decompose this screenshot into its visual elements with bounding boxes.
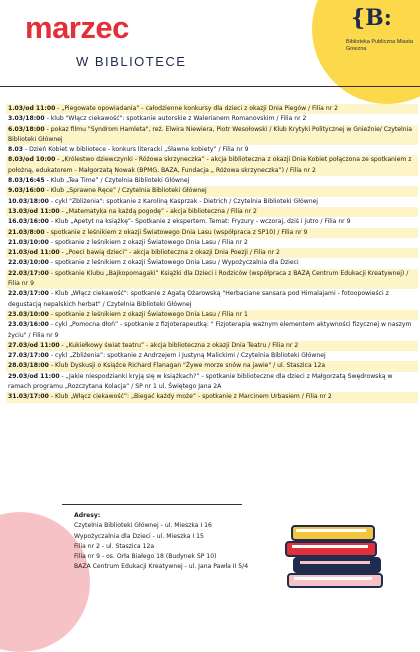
event-text: - cykl "Zbliżenia": spotkanie z Karoliną Kasprzak - Dietrich / Czytelnia Biblioteki Głównej xyxy=(48,197,319,205)
event-row xyxy=(6,186,418,196)
event-text: - „Piegowate opowiadania” - całodzienne konkursy dla dzieci z okazji Dnia Piegów / Filia nr 2 xyxy=(55,105,339,112)
event-text: - „Jakie niespodzianki kryją się w książkach?” - spotkanie biblioteczne dla dzieci z Małgorzatą Swędrowską w ramach programu „Rozczytana Kolacja” / SP nr 1 ul. Świętego Jana 2A xyxy=(8,372,393,391)
event-text: - cykl „Pomocna dłoń” - spotkanie z fizjoterapeutką: " Fizjoterapia ważnym elementem aktywności fizycznej w naszym życiu" / Filia nr 9 xyxy=(8,321,412,339)
event-date: 28.03/18:00 xyxy=(8,362,49,370)
event-date: 23.03/16:00 xyxy=(8,321,49,329)
address-line: Czytelnia Biblioteki Głównej - ul. Mieszka I 16 xyxy=(74,522,212,530)
event-date: 8.03/16:45 xyxy=(8,177,45,185)
address-line: Filia nr 9 - os. Orła Białego 18 (Budynek SP 10) xyxy=(74,553,217,561)
event-date: 22.03/17:00 xyxy=(8,269,49,277)
event-text: - spotkanie z leśnikiem z okazji Światowego Dnia Lasu / Filia nr 2 xyxy=(48,238,248,246)
event-text: - Klub „Włącz ciekawość": spotkanie z Agatą Ożarowską "Herbaciane sansara pod Himalajami - fotoopowieści z degustacją nepalskich herbat" / Czytelnia Biblioteki Głównej xyxy=(8,290,389,308)
event-text: - Klub „Sprawne Ręce” / Czytelnia Biblioteki Głównej xyxy=(44,187,207,195)
event-date: 8.03/od 10:00 xyxy=(8,156,56,164)
library-logo-text: Biblioteka Publiczna Miasta Gniezna xyxy=(346,39,413,52)
event-text: - pokaz filmu "Syndrom Hamleta", reż. Elwira Niewiera, Piotr Wesołowski / Klub Krytyki Politycznej w Gnieźnie/ Czytelnia Biblioteki Głównej xyxy=(8,125,412,143)
event-text: - spotkanie z leśnikiem z okazji Światowego Dnia Lasu (współpraca z SP10) / Filia nr 9 xyxy=(44,228,308,236)
event-row xyxy=(6,197,418,207)
event-row xyxy=(6,372,418,393)
event-text: - Klub „Włącz ciekawość”: „Biegać każdy może” - spotkanie z Marcinem Urbasiem / Filia nr 2 xyxy=(48,393,332,401)
event-text: - „Królestwo dziewczynki - Różowa skrzyneczka” - akcja biblioteczna z okazji Dnia Kobiet połączona ze spotkaniem z położną, edukatorem - Małgorzatą Nowak (BPMG, BAZA, Fundacja „ Różowa skrzyneczka”) / Filia nr 2 xyxy=(8,156,412,174)
event-date: 21.03/10:00 xyxy=(8,238,49,246)
event-row xyxy=(6,104,418,114)
page-subtitle: W BIBLIOTECE xyxy=(76,54,187,69)
event-text: - Klub „Apetyt na książkę”- Spotkanie z ekspertem. Temat: Fryzury - wczoraj, dziś i jutro / Filia nr 9 xyxy=(48,218,351,226)
event-text: - spotkanie z leśnikiem z okazji Światowego Dnia Lasu / Filia nr 1 xyxy=(48,310,248,318)
event-row xyxy=(6,217,418,227)
event-date: 22.03/17:00 xyxy=(8,290,49,298)
event-date: 13.03/od 11:00 xyxy=(8,207,60,215)
event-text: - spotkanie Klubu „Bajkopomagaki” Książki dla Dzieci i Rodziców (współpraca z BAZĄ Centrum Edukacji Kreatywnej) / Filia nr 9 xyxy=(8,269,409,288)
event-date: 31.03/17:00 xyxy=(8,393,49,401)
event-date: 10.03/18:00 xyxy=(8,197,49,205)
event-row xyxy=(6,351,418,361)
event-text: - spotkanie z leśnikiem z okazji Światowego Dnia Lasu / Wypożyczalnia dla Dzieci xyxy=(48,259,299,267)
event-date: 9.03/16:00 xyxy=(8,187,45,195)
page-title: marzec xyxy=(25,10,129,45)
event-date: 29.03/od 11:00 xyxy=(8,372,60,380)
event-date: 8.03 xyxy=(8,146,24,154)
event-text: - Dzień Kobiet w bibliotece - konkurs literacki „Sławne kobiety” / Filia nr 9 xyxy=(23,146,249,154)
events-list xyxy=(6,104,418,403)
books-stack-icon xyxy=(282,518,392,590)
event-row xyxy=(6,228,418,238)
event-text: - Klub „Tea Time” / Czytelnia Biblioteki Głównej xyxy=(44,177,190,185)
event-text: - Klub Dyskusji o Książce Richard Flanagan "Żywe morze snów na jawie" / ul. Staszica 12a xyxy=(48,362,326,370)
addresses-block xyxy=(74,511,304,573)
addresses-divider xyxy=(62,504,242,505)
event-row xyxy=(6,176,418,186)
event-row xyxy=(6,258,418,268)
address-line: Filia nr 2 - ul. Staszica 12a xyxy=(74,542,155,550)
event-row xyxy=(6,310,418,320)
event-date: 3.03/18:00 xyxy=(8,115,45,123)
event-date: 27.03/17:00 xyxy=(8,352,49,360)
event-text: - „Poeci bawią dzieci” - akcja biblioteczna z okazji Dnia Poezji / Filia nr 2 xyxy=(59,249,280,257)
event-row xyxy=(6,125,418,146)
event-text: - klub "Włącz ciekawość": spotkanie autorskie z Walerianem Romanovskim / Filia nr 2 xyxy=(44,115,307,123)
library-logo-icon: {B: xyxy=(351,5,392,31)
addresses-heading: Adresy: xyxy=(74,512,101,519)
event-row xyxy=(6,248,418,258)
event-text: - cykl „Zbliżenia”: spotkanie z Andrzejem i Justyną Malickimi / Czytelnia Biblioteki Głównej xyxy=(48,352,326,360)
event-row xyxy=(6,207,418,217)
address-line: BAZA Centrum Edukacji Kreatywnej - ul. Jana Pawła II 5/4 xyxy=(74,563,249,571)
event-date: 23.03/10:00 xyxy=(8,310,49,318)
header-divider xyxy=(0,86,420,87)
event-row xyxy=(6,361,418,371)
event-text: - „Matematyka na każdą pogodę” - akcja biblioteczna / Filia nr 2 xyxy=(59,207,257,215)
event-row xyxy=(6,114,418,124)
event-text: - „Kukiełkowy świat teatru” - akcja biblioteczna z okazji Dnia Teatru / Filia nr 2 xyxy=(59,341,299,349)
event-row xyxy=(6,341,418,351)
event-row xyxy=(6,320,418,341)
event-date: 21.03/8:00 xyxy=(8,228,45,236)
event-row xyxy=(6,269,418,290)
event-row xyxy=(6,238,418,248)
event-row xyxy=(6,155,418,176)
event-date: 1.03/od 11:00 xyxy=(8,105,56,112)
event-date: 21.03/od 11:00 xyxy=(8,249,60,257)
event-date: 22.03/10:00 xyxy=(8,259,49,267)
event-date: 16.03/16:00 xyxy=(8,218,49,226)
event-row xyxy=(6,392,418,402)
event-row xyxy=(6,145,418,155)
event-row xyxy=(6,289,418,310)
event-date: 27.03/od 11:00 xyxy=(8,341,60,349)
address-line: Wypożyczalnia dla Dzieci - ul. Mieszka I 15 xyxy=(74,532,204,540)
event-date: 6.03/18:00 xyxy=(8,125,45,133)
